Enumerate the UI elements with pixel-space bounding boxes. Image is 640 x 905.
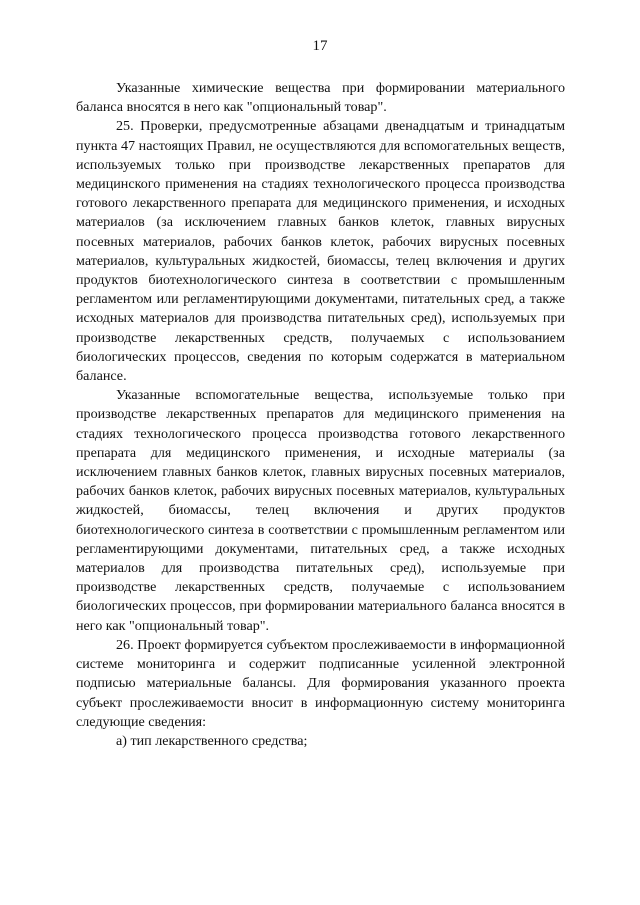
page-number: 17 <box>312 38 328 54</box>
document-body <box>76 79 565 751</box>
paragraph-chemical-substances-note: Указанные химические вещества при формировании материального баланса вносятся в него как "опциональный товар". <box>76 80 565 116</box>
paragraph-subitem-a: а) тип лекарственного средства; <box>116 732 308 749</box>
paragraph-item-25: 25. Проверки, предусмотренные абзацами двенадцатым и тринадцатым пункта 47 настоящих Правил, не осуществляются для вспомогательных веществ, используемых только при производстве лекарственных препаратов для медицинского применения на стадиях технологического процесса производства готового лекарственного препарата для медицинского применения, и исходных материалов (за исключением главных банков клеток, главных вирусных посевных материалов, рабочих банков клеток, рабочих вирусных посевных материалов, культуральных жидкостей, биомассы, телец включения и других продуктов биотехнологического синтеза в соответствии с промышленным регламентом или регламентирующими документами, питательных сред, а также исходных материалов для производства питательных сред), используемых при производстве лекарственных средств, получаемых с использованием биологических процессов, сведения по которым содержатся в материальном балансе. <box>76 118 565 385</box>
paragraph-item-26: 26. Проект формируется субъектом прослеживаемости в информационной системе мониторинга и содержит подписанные усиленной электронной подписью материальные балансы. Для формирования указанного проекта субъект прослеживаемости вносит в информационную систему мониторинга следующие сведения: <box>76 636 565 730</box>
paragraph-auxiliary-substances-note: Указанные вспомогательные вещества, используемые только при производстве лекарственных препаратов для медицинского применения на стадиях технологического процесса производства готового лекарственного препарата для медицинского применения, и исходные материалы (за исключением главных банков клеток, главных вирусных посевных материалов, рабочих банков клеток, рабочих вирусных посевных материалов, культуральных жидкостей, биомассы, телец включения и других продуктов биотехнологического синтеза в соответствии с промышленным регламентом или регламентирующими документами, питательных сред, а также исходных материалов для производства питательных сред), используемые при производстве лекарственных средств, получаемые с использованием биологических процессов, при формировании материального баланса вносятся в него как "опциональный товар". <box>76 387 565 634</box>
